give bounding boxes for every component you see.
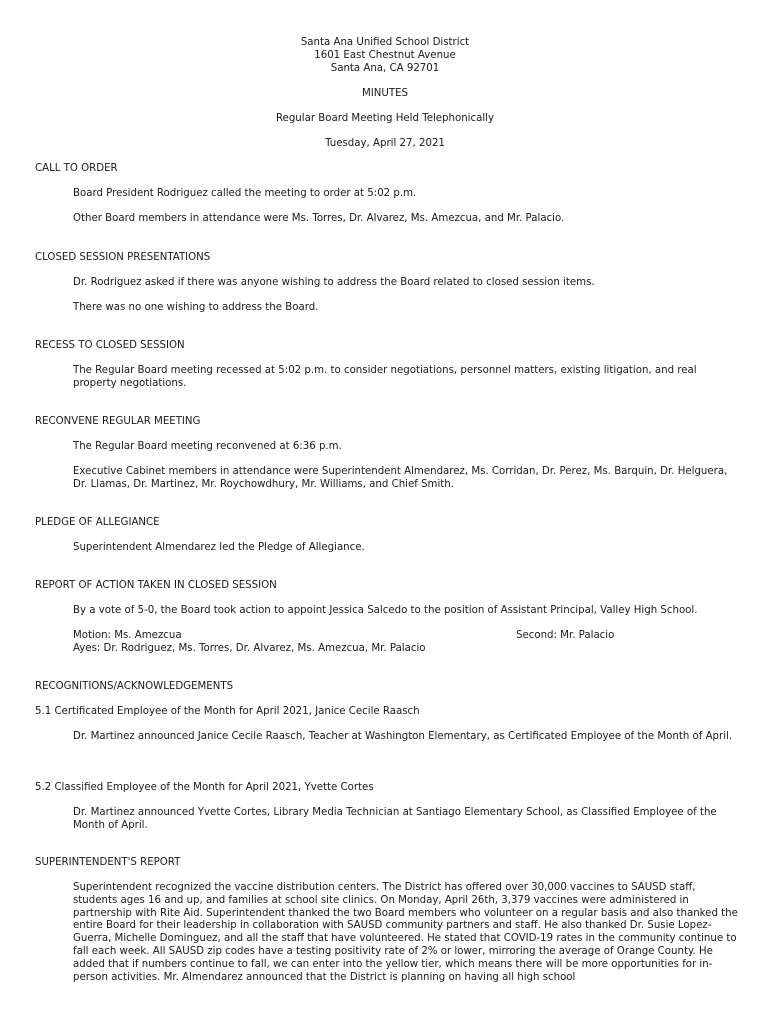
call-to-order-text: Board President Rodriguez called the meeting to order at 5:02 p.m. <box>73 188 417 199</box>
section-heading-recognitions: RECOGNITIONS/ACKNOWLEDGEMENTS <box>35 681 234 692</box>
section-heading-pledge: PLEDGE OF ALLEGIANCE <box>35 517 160 528</box>
section-heading-call-to-order: CALL TO ORDER <box>35 163 118 174</box>
superintendent-report-text: Superintendent recognized the vaccine distribution centers. The District has offered over 30,000 vaccines to SAUSD staff, students ages 16 and up, and families at school site clinics. On Monday, April 26th, 3,379 vaccines were administered in partnership with Rite Aid. Superintendent thanked the two Board members who volunteer on a regular basis and also thanked the entire Board for their leadership in collaboration with SAUSD community partners and staff. He also thanked Dr. Susie Lopez-Guerra, Michelle Dominguez, and all the staff that have volunteered. He stated that COVID-19 rates in the community continue to fall each week. All SAUSD zip codes have a testing positivity rate of 2% or lower, mirroring the average of Orange County. He added that if numbers continue to fall, we can enter into the yellow tier, which means there will be more opportunities for in-person activities. Mr. Almendarez announced that the District is planning on having all high school <box>73 882 738 983</box>
attendance-text: Other Board members in attendance were Ms. Torres, Dr. Alvarez, Ms. Amezcua, and Mr. Palacio. <box>73 213 565 224</box>
document-type: MINUTES <box>362 88 408 99</box>
district-name: Santa Ana Unified School District <box>300 37 470 48</box>
district-city: Santa Ana, CA 92701 <box>330 63 440 74</box>
section-heading-recess: RECESS TO CLOSED SESSION <box>35 340 185 351</box>
section-heading-reconvene: RECONVENE REGULAR MEETING <box>35 416 201 427</box>
meeting-title: Regular Board Meeting Held Telephonically <box>275 113 495 124</box>
second-text: Second: Mr. Palacio <box>516 630 615 641</box>
motion-text: Motion: Ms. Amezcua <box>73 630 182 641</box>
closed-session-response-text: There was no one wishing to address the Board. <box>73 302 319 313</box>
ayes-text: Ayes: Dr. Rodriguez, Ms. Torres, Dr. Alvarez, Ms. Amezcua, Mr. Palacio <box>73 643 426 654</box>
pledge-text: Superintendent Almendarez led the Pledge of Allegiance. <box>73 542 365 553</box>
cabinet-attendance-text: Executive Cabinet members in attendance were Superintendent Almendarez, Ms. Corridan, Dr. Perez, Ms. Barquin, Dr. Helguera, Dr. Llamas, Dr. Martinez, Mr. Roychowdhury, Mr. Williams, and Chief Smith. <box>73 466 728 490</box>
recognition-item-2-title: 5.2 Classified Employee of the Month for April 2021, Yvette Cortes <box>35 782 374 793</box>
recess-text: The Regular Board meeting recessed at 5:02 p.m. to consider negotiations, personnel matters, existing litigation, and real property negotiations. <box>73 365 697 389</box>
section-heading-superintendent-report: SUPERINTENDENT'S REPORT <box>35 857 181 868</box>
recognition-item-1-text: Dr. Martinez announced Janice Cecile Raasch, Teacher at Washington Elementary, as Certificated Employee of the Month of April. <box>73 731 733 742</box>
section-heading-report-action: REPORT OF ACTION TAKEN IN CLOSED SESSION <box>35 580 277 591</box>
section-heading-closed-session-presentations: CLOSED SESSION PRESENTATIONS <box>35 252 211 263</box>
recognition-item-2-text: Dr. Martinez announced Yvette Cortes, Library Media Technician at Santiago Elementary School, as Classified Employee of the Month of April. <box>73 807 717 831</box>
closed-session-question-text: Dr. Rodriguez asked if there was anyone wishing to address the Board related to closed session items. <box>73 277 595 288</box>
district-street: 1601 East Chestnut Avenue <box>314 50 456 61</box>
meeting-date: Tuesday, April 27, 2021 <box>325 138 445 149</box>
reconvene-text: The Regular Board meeting reconvened at 6:36 p.m. <box>73 441 342 452</box>
recognition-item-1-title: 5.1 Certificated Employee of the Month for April 2021, Janice Cecile Raasch <box>35 706 420 717</box>
action-text: By a vote of 5-0, the Board took action to appoint Jessica Salcedo to the position of Assistant Principal, Valley High School. <box>73 605 698 616</box>
